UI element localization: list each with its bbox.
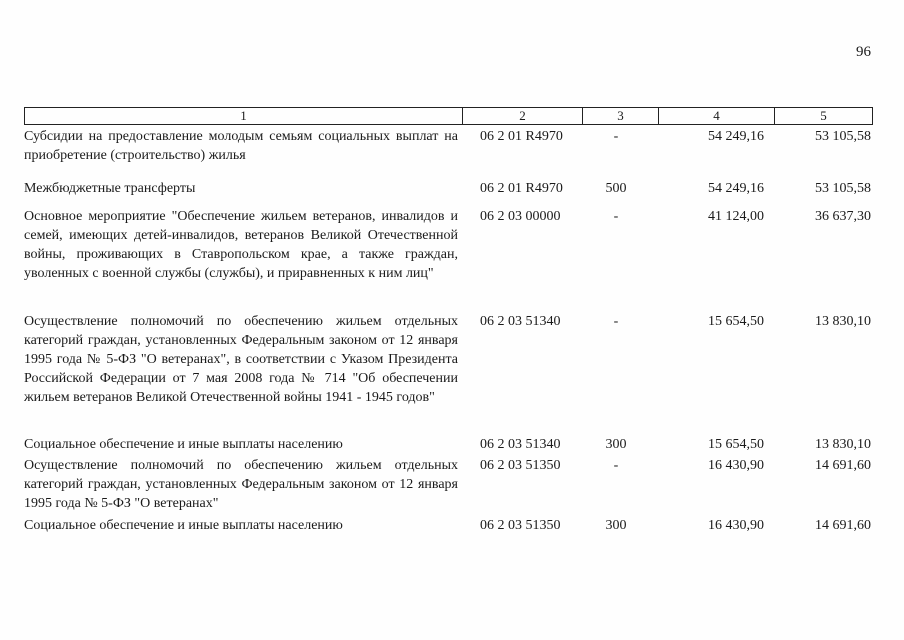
row-value-col4: 41 124,00 [708,209,764,224]
row-description: Межбюджетные трансферты [24,181,196,196]
table-header-row [24,107,873,125]
row-description: Осуществление полномочий по обеспечению жильем отдельных категорий граждан, установленных Федеральным законом от 12 января 1995 года № 5-ФЗ "О ветеранах" [24,458,458,511]
row-expense-type: - [613,314,619,329]
row-code: 06 2 03 00000 [480,209,561,224]
row-value-col5: 14 691,60 [815,458,871,473]
row-description: Социальное обеспечение и иные выплаты населению [24,518,343,533]
header-col-3: 3 [583,108,659,124]
row-value-col5: 13 830,10 [815,437,871,452]
row-expense-type: 300 [605,437,627,452]
row-value-col5: 14 691,60 [815,518,871,533]
row-value-col4: 54 249,16 [708,181,764,196]
row-expense-type: 300 [605,518,627,533]
header-col-5: 5 [820,108,827,123]
row-description: Основное мероприятие "Обеспечение жильем ветеранов, инвалидов и семей, имеющих детей-инвалидов, ветеранов Великой Отечественной войны, проживающих в Ставропольском крае, а также граждан, уволенных с военной службы (службы), и приравненных к ним лиц" [24,209,458,281]
row-value-col5: 53 105,58 [815,129,871,144]
row-code: 06 2 03 51350 [480,518,561,533]
row-expense-type: 500 [605,181,627,196]
row-value-col4: 15 654,50 [708,314,764,329]
row-expense-type: - [613,458,619,473]
header-col-2: 2 [463,108,583,124]
row-value-col4: 15 654,50 [708,437,764,452]
row-code: 06 2 03 51350 [480,458,561,473]
row-value-col5: 36 637,30 [815,209,871,224]
row-value-col5: 13 830,10 [815,314,871,329]
row-description: Субсидии на предоставление молодым семьям социальных выплат на приобретение (строительство) жилья [24,129,458,163]
row-description: Социальное обеспечение и иные выплаты населению [24,437,343,452]
row-code: 06 2 01 R4970 [480,129,563,144]
header-col-4: 4 [659,108,775,124]
row-value-col5: 53 105,58 [815,181,871,196]
row-expense-type: - [613,209,619,224]
row-code: 06 2 01 R4970 [480,181,563,196]
row-value-col4: 16 430,90 [708,458,764,473]
header-col-1: 1 [25,108,463,124]
row-code: 06 2 03 51340 [480,437,561,452]
row-expense-type: - [613,129,619,144]
row-description: Осуществление полномочий по обеспечению жильем отдельных категорий граждан, установленных Федеральным законом от 12 января 1995 года № 5-ФЗ "О ветеранах", в соответствии с Указом Президента Российской Федерации от 7 мая 2008 года № 714 "Об обеспечении жильем ветеранов Великой Отечественной войны 1941 - 1945 годов" [24,314,458,405]
row-code: 06 2 03 51340 [480,314,561,329]
page-number: 96 [856,44,871,60]
row-value-col4: 54 249,16 [708,129,764,144]
row-value-col4: 16 430,90 [708,518,764,533]
